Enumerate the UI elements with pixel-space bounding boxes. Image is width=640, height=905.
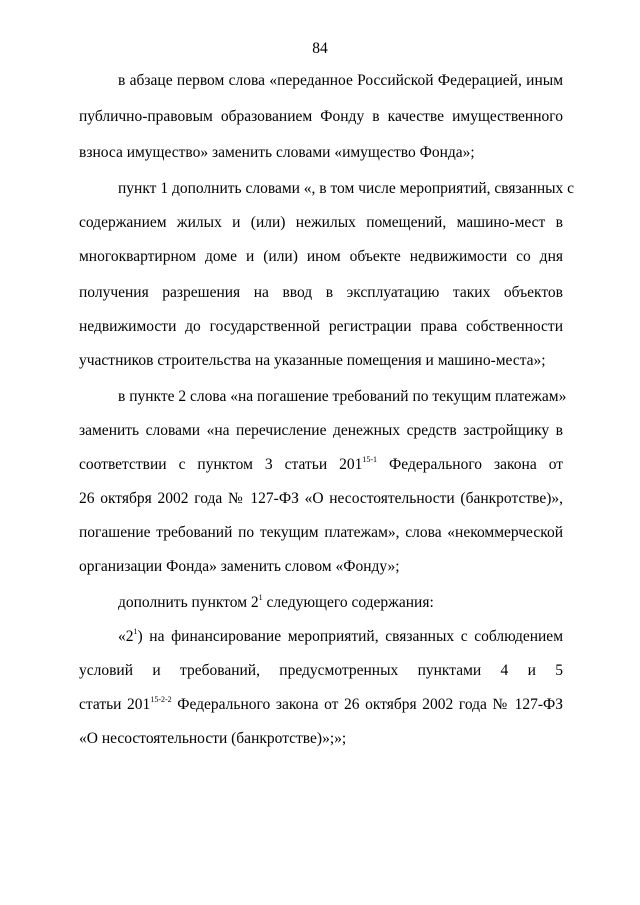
text-span: ) на финансирование мероприятий, связанных с соблюдением — [137, 628, 563, 645]
text-line — [118, 594, 563, 612]
text-span — [377, 456, 389, 473]
text-line: пункт 1 дополнить словами «, в том числе мероприятий, связанных с — [118, 180, 575, 197]
text-line: взноса имущество» заменить словами «имущество Фонда»; — [79, 144, 475, 161]
text-line: получения разрешения на ввод в эксплуатацию таких объектов — [79, 284, 563, 301]
text-line: организации Фонда» заменить словом «Фонду»; — [79, 558, 400, 575]
text-span: Федерального закона от 26 октября 2002 года № 127-ФЗ — [177, 696, 563, 713]
text-line: в пункте 2 слова «на погашение требований по текущим платежам» — [118, 388, 567, 405]
text-line — [118, 628, 563, 646]
text-span: соответствии с пунктом 3 статьи 201 — [79, 456, 363, 473]
text-line: 26 октября 2002 года № 127-ФЗ «О несостоятельности (банкротстве)», — [79, 490, 563, 507]
text-line: участников строительства на указанные помещения и машино-места»; — [79, 352, 546, 369]
text-span: дополнить пунктом 2 — [118, 594, 259, 611]
text-line: погашение требований по текущим платежам», слова «некоммерческой — [79, 524, 563, 541]
superscript: 15-2-2 — [150, 694, 172, 704]
superscript: 1 — [133, 626, 138, 636]
text-span: Федерального закона от — [389, 456, 564, 473]
text-line: недвижимости до государственной регистрации права собственности — [79, 318, 563, 335]
text-span: «2 — [118, 628, 134, 645]
text-line: условий и требований, предусмотренных пунктами 4 и 5 — [79, 662, 563, 679]
text-line — [79, 696, 563, 714]
text-span: статьи 201 — [79, 696, 151, 713]
text-line: публично-правовым образованием Фонду в качестве имущественного — [79, 108, 563, 125]
text-line: «О несостоятельности (банкротстве)»;»; — [79, 730, 347, 747]
superscript: 1 — [258, 592, 263, 602]
text-line — [79, 456, 563, 474]
text-line: в абзаце первом слова «переданное Российской Федерацией, иным — [118, 72, 563, 89]
page-number: 84 — [312, 40, 328, 57]
superscript: 15-1 — [362, 454, 378, 464]
text-line: содержанием жилых и (или) нежилых помещений, машино-мест в — [79, 214, 563, 231]
text-line: заменить словами «на перечисление денежных средств застройщику в — [79, 422, 563, 439]
text-span: следующего содержания: — [266, 594, 434, 611]
text-line: многоквартирном доме и (или) ином объекте недвижимости со дня — [79, 248, 563, 265]
